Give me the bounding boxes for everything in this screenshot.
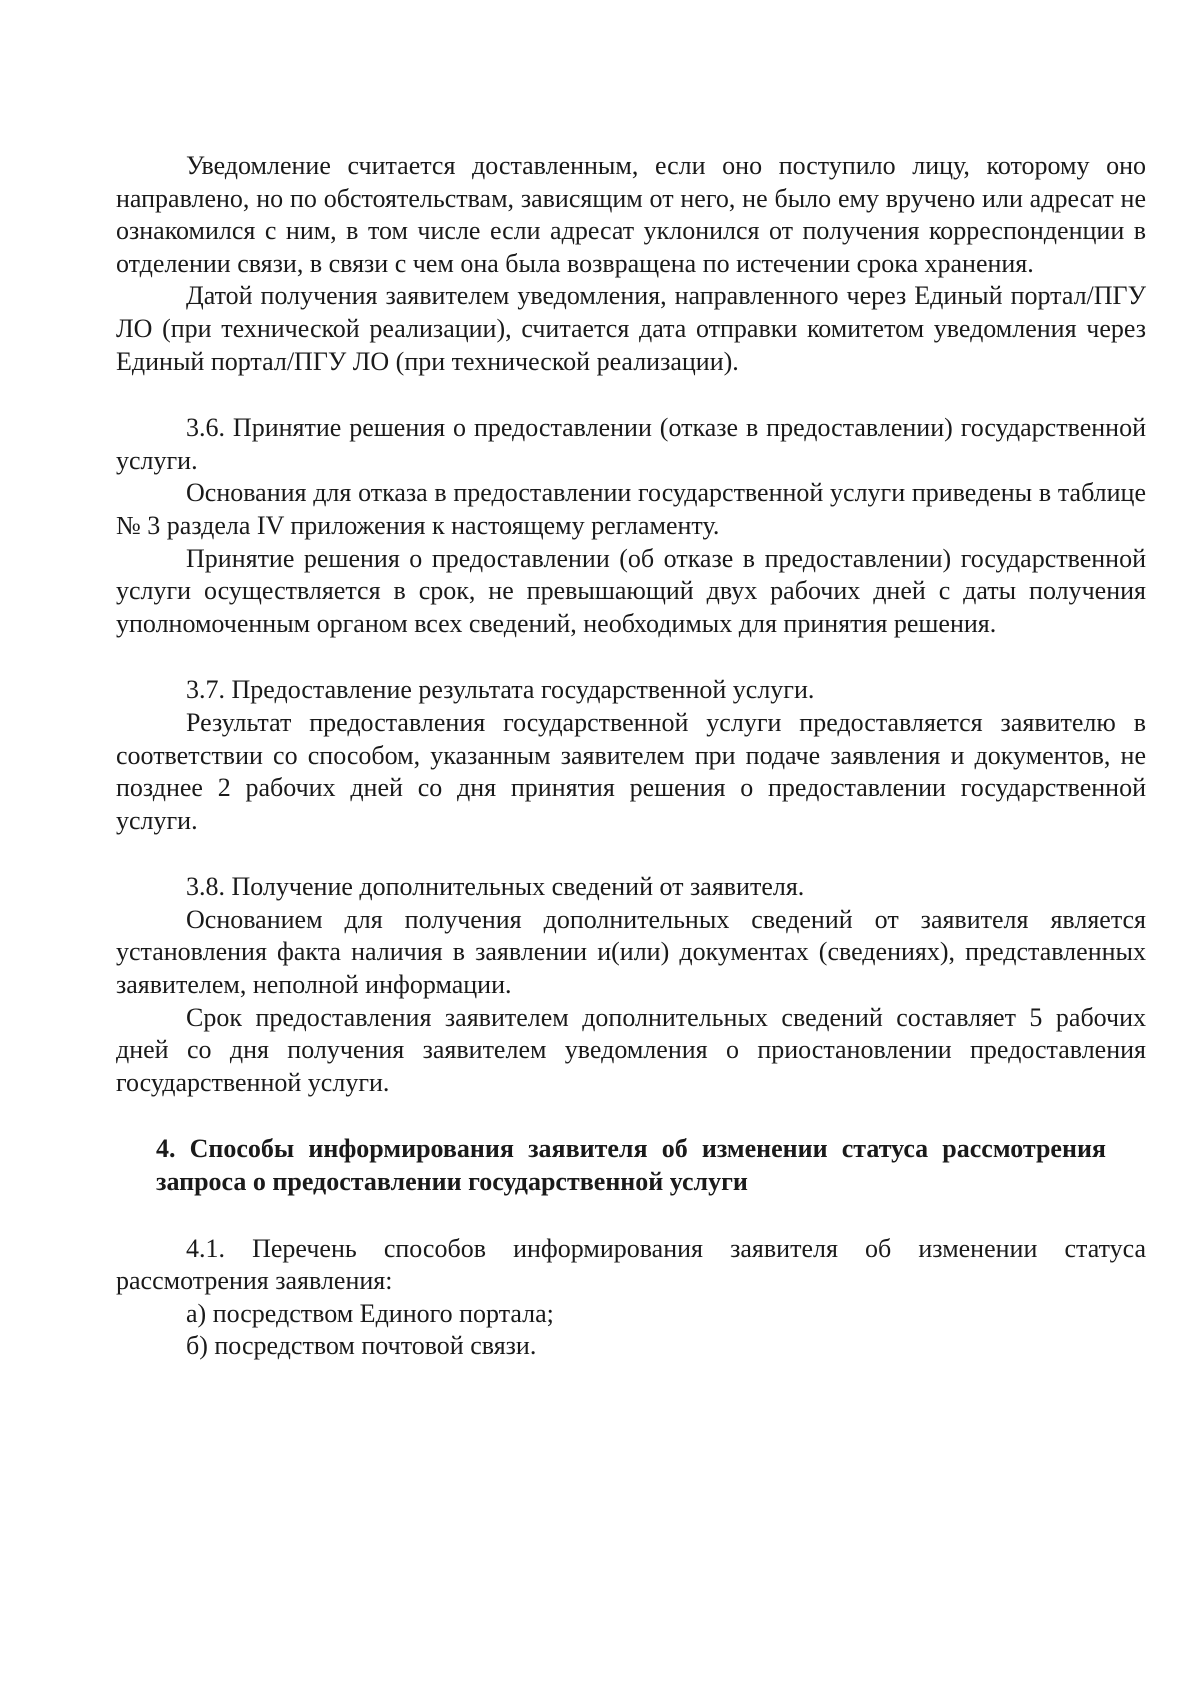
paragraph-notice-delivered: Уведомление считается доставленным, если оно поступило лицу, которому оно направлено, но по обстоятельствам, зависящим от него, не было ему вручено или адресат не ознакомился с ним, в том числе если адресат уклонился от получения корреспонденции в отделении связи, в связи с чем она была возвращена по истечении срока хранения. [116, 151, 1146, 278]
spacer [116, 378, 1146, 412]
section-3-7-result: Результат предоставления государственной услуги предоставляется заявителю в соответствии со способом, указанным заявителем при подаче заявления и документов, не позднее 2 рабочих дней со дня принятия решения о предоставлении государственной услуги. [116, 707, 1146, 835]
section-4-heading: 4. Способы информирования заявителя об изменении статуса рассмотрения запроса о предоставлении государственной услуги [156, 1134, 1106, 1197]
section-4-1-item-a: а) посредством Единого портала; [186, 1298, 554, 1328]
document-body [116, 150, 1146, 1363]
spacer [116, 1199, 1146, 1233]
section-3-7-title: 3.7. Предоставление результата государственной услуги. [186, 675, 815, 705]
spacer [116, 837, 1146, 871]
section-3-6-title: 3.6. Принятие решения о предоставлении (отказе в предоставлении) государственной услуги. [116, 413, 1146, 475]
section-3-8-grounds: Основанием для получения дополнительных сведений от заявителя является установления факта наличия в заявлении и(или) документах (сведениях), представленных заявителем, неполной информации. [116, 904, 1146, 1000]
section-4-1-list-intro: 4.1. Перечень способов информирования заявителя об изменении статуса рассмотрения заявления: [116, 1233, 1146, 1296]
section-4-1-item-b: б) посредством почтовой связи. [186, 1331, 537, 1361]
spacer [116, 640, 1146, 674]
section-3-6-decision-term: Принятие решения о предоставлении (об отказе в предоставлении) государственной услуги осуществляется в срок, не превышающий двух рабочих дней с даты получения уполномоченным органом всех сведений, необходимых для принятия решения. [116, 543, 1146, 638]
section-3-8-title: 3.8. Получение дополнительных сведений от заявителя. [186, 872, 805, 902]
section-3-6-grounds: Основания для отказа в предоставлении государственной услуги приведены в таблице № 3 раздела IV приложения к настоящему регламенту. [116, 478, 1146, 540]
spacer [116, 1099, 1146, 1133]
section-3-8-term: Срок предоставления заявителем дополнительных сведений составляет 5 рабочих дней со дня получения заявителем уведомления о приостановлении предоставления государственной услуги. [116, 1002, 1146, 1097]
paragraph-notice-date: Датой получения заявителем уведомления, направленного через Единый портал/ПГУ ЛО (при технической реализации), считается дата отправки комитетом уведомления через Единый портал/ПГУ ЛО (при технической реализации). [116, 281, 1146, 376]
